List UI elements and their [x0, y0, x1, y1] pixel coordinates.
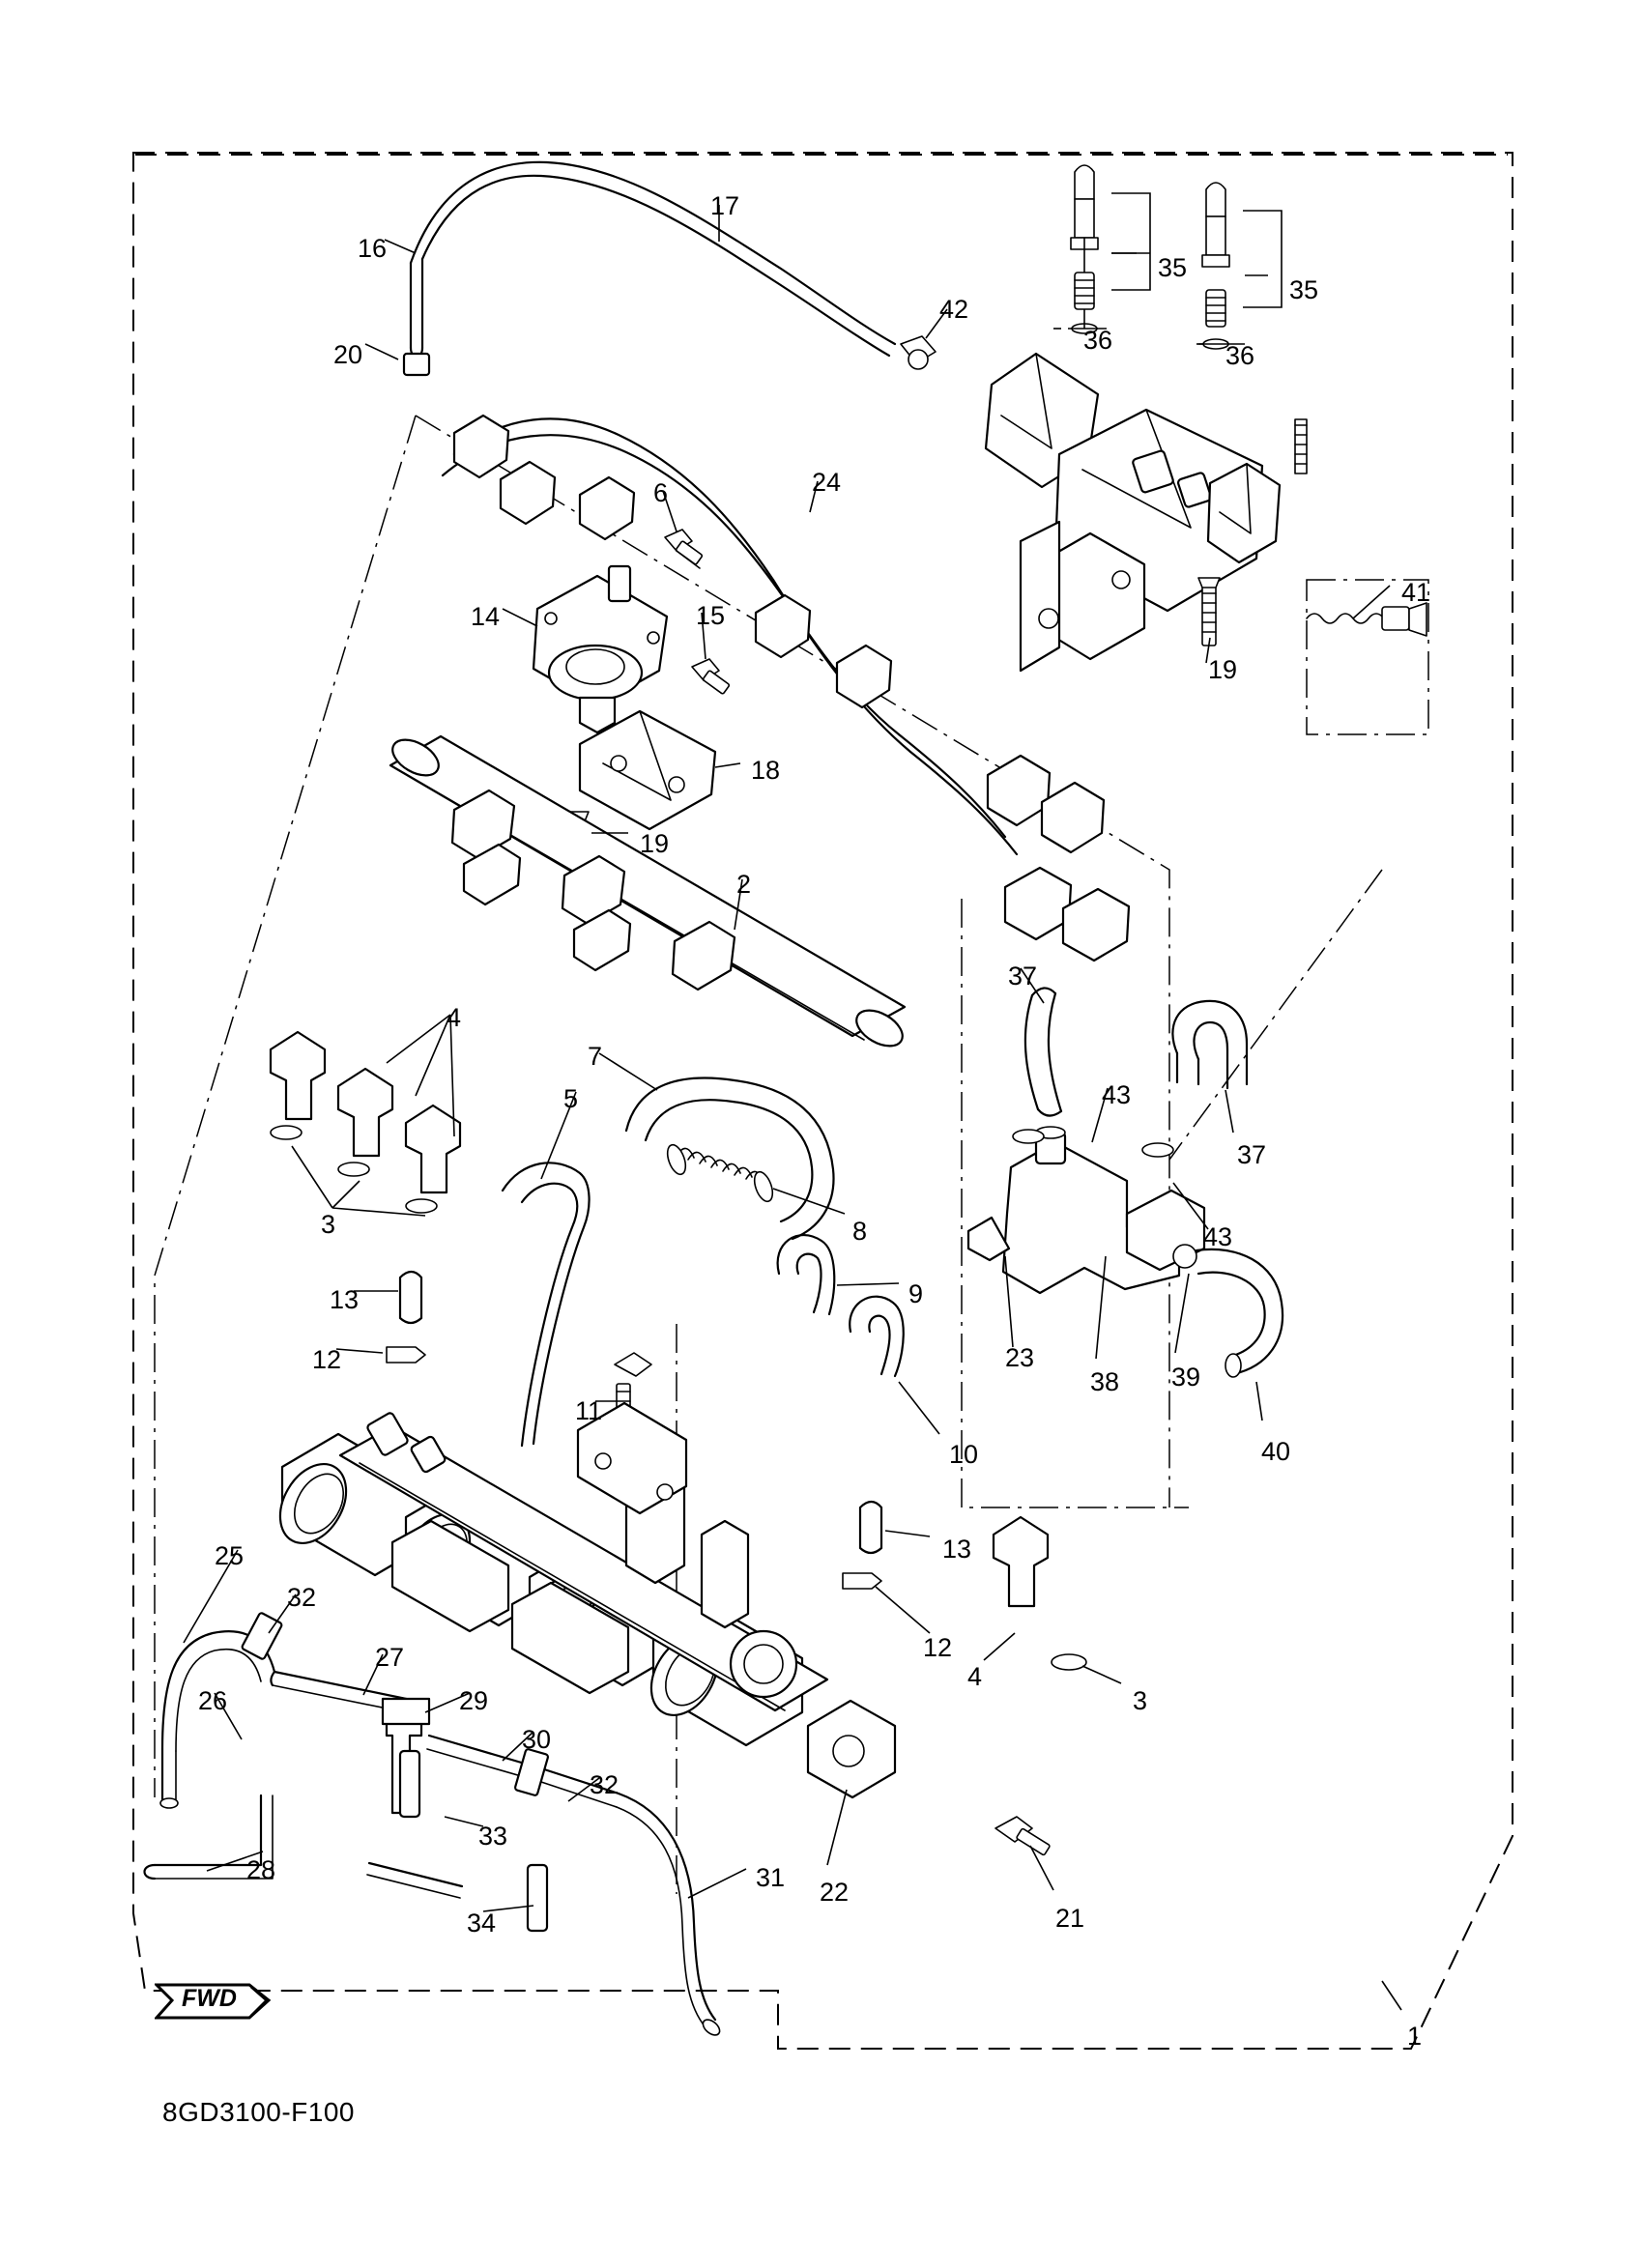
callout-number: 31 [756, 1863, 786, 1892]
callout-number: 20 [333, 340, 363, 369]
callout-number: 36 [1225, 341, 1255, 370]
callout-number: 17 [710, 191, 740, 220]
callout-number: 25 [215, 1541, 245, 1570]
callout-number: 21 [1055, 1904, 1085, 1933]
callout-number: 12 [923, 1633, 953, 1662]
callout-number: 13 [330, 1285, 360, 1314]
callout-number: 5 [563, 1084, 579, 1113]
callout-number: 16 [358, 234, 388, 263]
callout-number: 12 [312, 1345, 342, 1374]
callout-number: 35 [1158, 253, 1188, 282]
callout-number: 39 [1171, 1363, 1201, 1392]
callout-number: 2 [736, 870, 752, 899]
callout-number: 4 [447, 1003, 462, 1032]
callout-number: 34 [467, 1909, 497, 1938]
callout-number: 24 [812, 468, 842, 497]
fwd-direction-marker [155, 1971, 285, 2029]
callout-number: 30 [522, 1725, 552, 1754]
callout-number: 26 [198, 1686, 228, 1715]
callout-number: 36 [1083, 326, 1113, 355]
callout-number: 10 [949, 1440, 979, 1469]
callout-number: 29 [459, 1686, 489, 1715]
callout-number: 9 [908, 1279, 924, 1308]
callout-number: 11 [575, 1396, 603, 1425]
callout-number: 8 [852, 1217, 868, 1246]
callout-number: 7 [588, 1042, 603, 1071]
callout-number: 43 [1203, 1222, 1233, 1251]
callout-number: 15 [696, 601, 726, 630]
callout-number: 3 [1133, 1686, 1148, 1715]
callout-number: 37 [1237, 1140, 1267, 1169]
callout-number: 6 [653, 478, 669, 507]
callout-number: 33 [478, 1822, 508, 1851]
callout-number: 32 [590, 1770, 620, 1799]
callout-number: 19 [1208, 655, 1238, 684]
callout-number: 27 [375, 1643, 405, 1672]
callout-number: 40 [1261, 1437, 1291, 1466]
callout-number: 32 [287, 1583, 317, 1612]
callout-number: 37 [1008, 962, 1038, 990]
callout-number: 19 [640, 829, 670, 858]
callout-number: 22 [820, 1878, 850, 1907]
callout-number: 42 [939, 295, 969, 324]
callout-number: 28 [246, 1855, 276, 1884]
callout-number: 3 [321, 1210, 336, 1239]
callout-number: 23 [1005, 1343, 1035, 1372]
part-code-label: 8GD3100-F100 [162, 2097, 356, 2127]
callout-number: 1 [1407, 2022, 1423, 2051]
callout-number: 38 [1090, 1367, 1120, 1396]
callout-number: 35 [1289, 275, 1319, 304]
fwd-label: FWD [182, 1985, 237, 2012]
callout-number: 41 [1401, 578, 1431, 607]
callout-number: 4 [967, 1662, 983, 1691]
callout-number: 13 [942, 1535, 972, 1564]
callout-number: 18 [751, 756, 781, 785]
callout-number: 14 [471, 602, 501, 631]
callout-number: 43 [1102, 1080, 1132, 1109]
